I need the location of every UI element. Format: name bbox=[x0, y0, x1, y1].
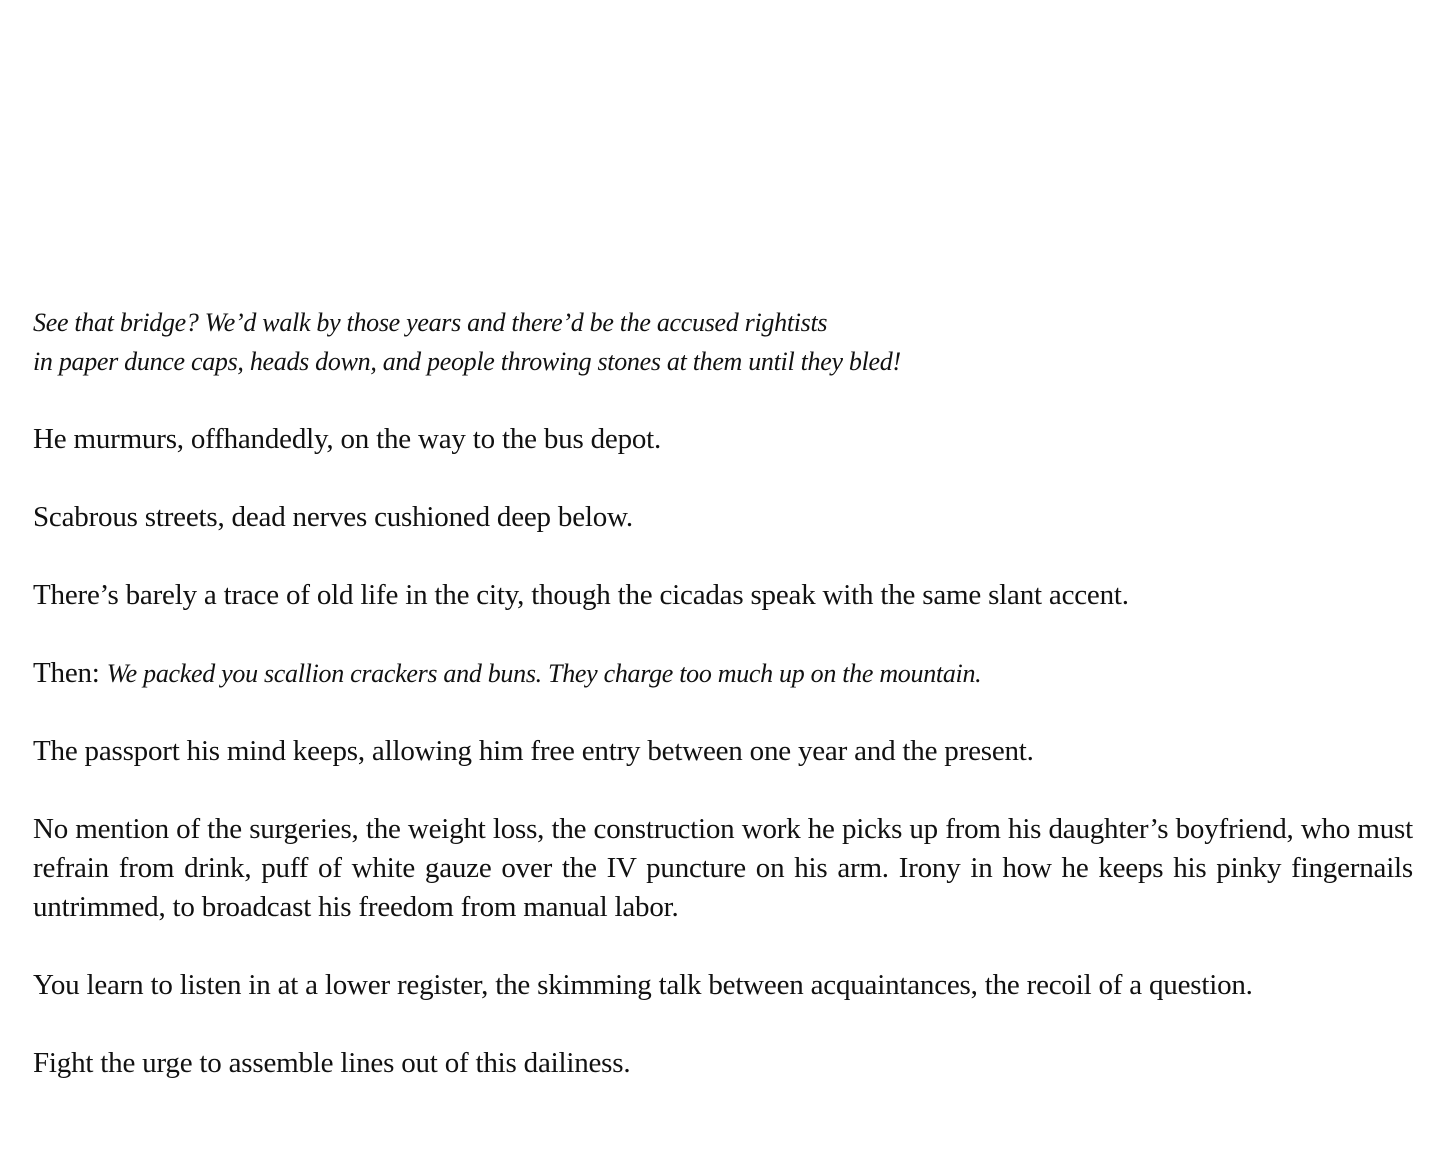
paragraph-murmurs: He murmurs, offhandedly, on the way to the bus depot. bbox=[33, 423, 662, 455]
paragraph-then bbox=[33, 654, 1413, 693]
paragraph-lower-register: You learn to listen in at a lower register, the skimming talk between acquaintances, the recoil of a question. bbox=[33, 969, 1253, 1001]
paragraph-passport: The passport his mind keeps, allowing him free entry between one year and the present. bbox=[33, 735, 1034, 767]
poem-page bbox=[33, 303, 1413, 1083]
paragraph-cicadas: There’s barely a trace of old life in the city, though the cicadas speak with the same slant accent. bbox=[33, 579, 1129, 611]
epigraph-line-2: in paper dunce caps, heads down, and people throwing stones at them until they bled! bbox=[33, 347, 901, 376]
then-lead: Then: bbox=[33, 657, 107, 689]
paragraph-no-mention: No mention of the surgeries, the weight loss, the construction work he picks up from his daughter’s boyfriend, who must refrain from drink, puff of white gauze over the IV puncture on his arm. Irony in how he keeps his pinky fingernails untrimmed, to broadcast his freedom from manual labor. bbox=[33, 813, 1413, 923]
epigraph bbox=[33, 303, 1413, 381]
epigraph-line-1: See that bridge? We’d walk by those years and there’d be the accused rightists bbox=[33, 308, 828, 337]
paragraph-dailiness: Fight the urge to assemble lines out of this dailiness. bbox=[33, 1047, 631, 1079]
paragraph-scabrous-streets: Scabrous streets, dead nerves cushioned deep below. bbox=[33, 501, 633, 533]
then-quote: We packed you scallion crackers and buns. They charge too much up on the mountain. bbox=[106, 659, 982, 688]
